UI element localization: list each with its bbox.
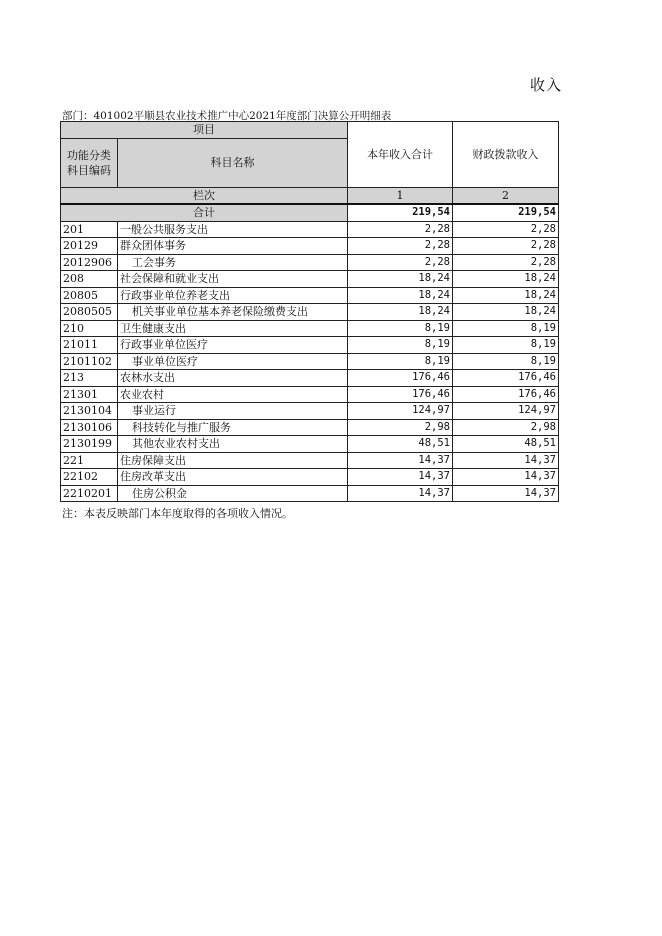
header-name: 科目名称 bbox=[118, 138, 348, 187]
row-income-total: 176,46 bbox=[348, 370, 453, 387]
header-column-index: 栏次 bbox=[61, 187, 348, 204]
row-code: 2130104 bbox=[61, 403, 118, 420]
table-row bbox=[61, 403, 559, 420]
row-name: 工会事务 bbox=[118, 254, 348, 271]
row-code: 20129 bbox=[61, 238, 118, 255]
row-name: 农林水支出 bbox=[118, 370, 348, 387]
table-row bbox=[61, 485, 559, 502]
row-code: 2130199 bbox=[61, 436, 118, 453]
row-code: 21011 bbox=[61, 337, 118, 354]
row-income-total: 14,37 bbox=[348, 452, 453, 469]
row-name: 住房保障支出 bbox=[118, 452, 348, 469]
table-row bbox=[61, 386, 559, 403]
row-fiscal-income: 2,98 bbox=[453, 419, 559, 436]
row-income-total: 176,46 bbox=[348, 386, 453, 403]
table-row bbox=[61, 221, 559, 238]
row-code: 22102 bbox=[61, 469, 118, 486]
row-name: 行政事业单位养老支出 bbox=[118, 287, 348, 304]
row-name: 事业运行 bbox=[118, 403, 348, 420]
total-col2: 219,54 bbox=[453, 204, 559, 221]
row-fiscal-income: 8,19 bbox=[453, 353, 559, 370]
header-col1: 本年收入合计 bbox=[348, 122, 453, 188]
row-fiscal-income: 18,24 bbox=[453, 271, 559, 288]
row-code: 20805 bbox=[61, 287, 118, 304]
table-row bbox=[61, 254, 559, 271]
row-income-total: 14,37 bbox=[348, 485, 453, 502]
row-name: 住房改革支出 bbox=[118, 469, 348, 486]
row-code: 2130106 bbox=[61, 419, 118, 436]
header-code bbox=[61, 138, 118, 187]
row-income-total: 2,98 bbox=[348, 419, 453, 436]
table-row bbox=[61, 452, 559, 469]
row-name: 行政事业单位医疗 bbox=[118, 337, 348, 354]
row-fiscal-income: 18,24 bbox=[453, 287, 559, 304]
table-row bbox=[61, 304, 559, 321]
row-income-total: 18,24 bbox=[348, 304, 453, 321]
row-code: 208 bbox=[61, 271, 118, 288]
row-name: 一般公共服务支出 bbox=[118, 221, 348, 238]
row-fiscal-income: 48,51 bbox=[453, 436, 559, 453]
row-code: 2101102 bbox=[61, 353, 118, 370]
table-row bbox=[61, 469, 559, 486]
department-line: 部门：401002平顺县农业技术推广中心2021年度部门决算公开明细表 bbox=[62, 110, 392, 122]
row-income-total: 2,28 bbox=[348, 238, 453, 255]
income-table bbox=[60, 121, 559, 502]
row-code: 2012906 bbox=[61, 254, 118, 271]
table-row bbox=[61, 353, 559, 370]
table-row bbox=[61, 271, 559, 288]
header-col2-index: 2 bbox=[453, 187, 559, 204]
row-income-total: 14,37 bbox=[348, 469, 453, 486]
row-name: 社会保障和就业支出 bbox=[118, 271, 348, 288]
row-fiscal-income: 2,28 bbox=[453, 238, 559, 255]
table-row bbox=[61, 370, 559, 387]
row-code: 2080505 bbox=[61, 304, 118, 321]
row-fiscal-income: 124,97 bbox=[453, 403, 559, 420]
row-code: 2210201 bbox=[61, 485, 118, 502]
row-fiscal-income: 176,46 bbox=[453, 386, 559, 403]
row-fiscal-income: 176,46 bbox=[453, 370, 559, 387]
row-income-total: 2,28 bbox=[348, 254, 453, 271]
row-income-total: 48,51 bbox=[348, 436, 453, 453]
table-row bbox=[61, 436, 559, 453]
row-income-total: 8,19 bbox=[348, 320, 453, 337]
row-name: 其他农业农村支出 bbox=[118, 436, 348, 453]
row-code: 221 bbox=[61, 452, 118, 469]
total-label: 合计 bbox=[61, 204, 348, 221]
header-col2: 财政拨款收入 bbox=[453, 122, 559, 188]
row-income-total: 2,28 bbox=[348, 221, 453, 238]
row-income-total: 8,19 bbox=[348, 337, 453, 354]
row-income-total: 8,19 bbox=[348, 353, 453, 370]
row-name: 群众团体事务 bbox=[118, 238, 348, 255]
row-name: 卫生健康支出 bbox=[118, 320, 348, 337]
row-fiscal-income: 8,19 bbox=[453, 337, 559, 354]
row-income-total: 18,24 bbox=[348, 287, 453, 304]
row-name: 住房公积金 bbox=[118, 485, 348, 502]
row-code: 213 bbox=[61, 370, 118, 387]
row-name: 科技转化与推广服务 bbox=[118, 419, 348, 436]
table-row bbox=[61, 320, 559, 337]
row-name: 事业单位医疗 bbox=[118, 353, 348, 370]
row-fiscal-income: 14,37 bbox=[453, 469, 559, 486]
total-col1: 219,54 bbox=[348, 204, 453, 221]
header-col1-index: 1 bbox=[348, 187, 453, 204]
row-name: 农业农村 bbox=[118, 386, 348, 403]
row-code: 21301 bbox=[61, 386, 118, 403]
row-income-total: 18,24 bbox=[348, 271, 453, 288]
row-fiscal-income: 14,37 bbox=[453, 452, 559, 469]
row-fiscal-income: 2,28 bbox=[453, 221, 559, 238]
table-row bbox=[61, 337, 559, 354]
header-code-line1: 功能分类 bbox=[67, 148, 111, 162]
page-title: 收入 bbox=[530, 76, 563, 94]
header-code-line2: 科目编码 bbox=[67, 163, 111, 177]
row-fiscal-income: 14,37 bbox=[453, 485, 559, 502]
table-row bbox=[61, 238, 559, 255]
header-item: 项目 bbox=[61, 122, 348, 139]
row-code: 201 bbox=[61, 221, 118, 238]
row-fiscal-income: 2,28 bbox=[453, 254, 559, 271]
row-fiscal-income: 18,24 bbox=[453, 304, 559, 321]
footnote: 注：本表反映部门本年度取得的各项收入情况。 bbox=[62, 507, 293, 520]
row-name: 机关事业单位基本养老保险缴费支出 bbox=[118, 304, 348, 321]
row-code: 210 bbox=[61, 320, 118, 337]
table-row bbox=[61, 419, 559, 436]
row-income-total: 124,97 bbox=[348, 403, 453, 420]
row-fiscal-income: 8,19 bbox=[453, 320, 559, 337]
table-row bbox=[61, 287, 559, 304]
